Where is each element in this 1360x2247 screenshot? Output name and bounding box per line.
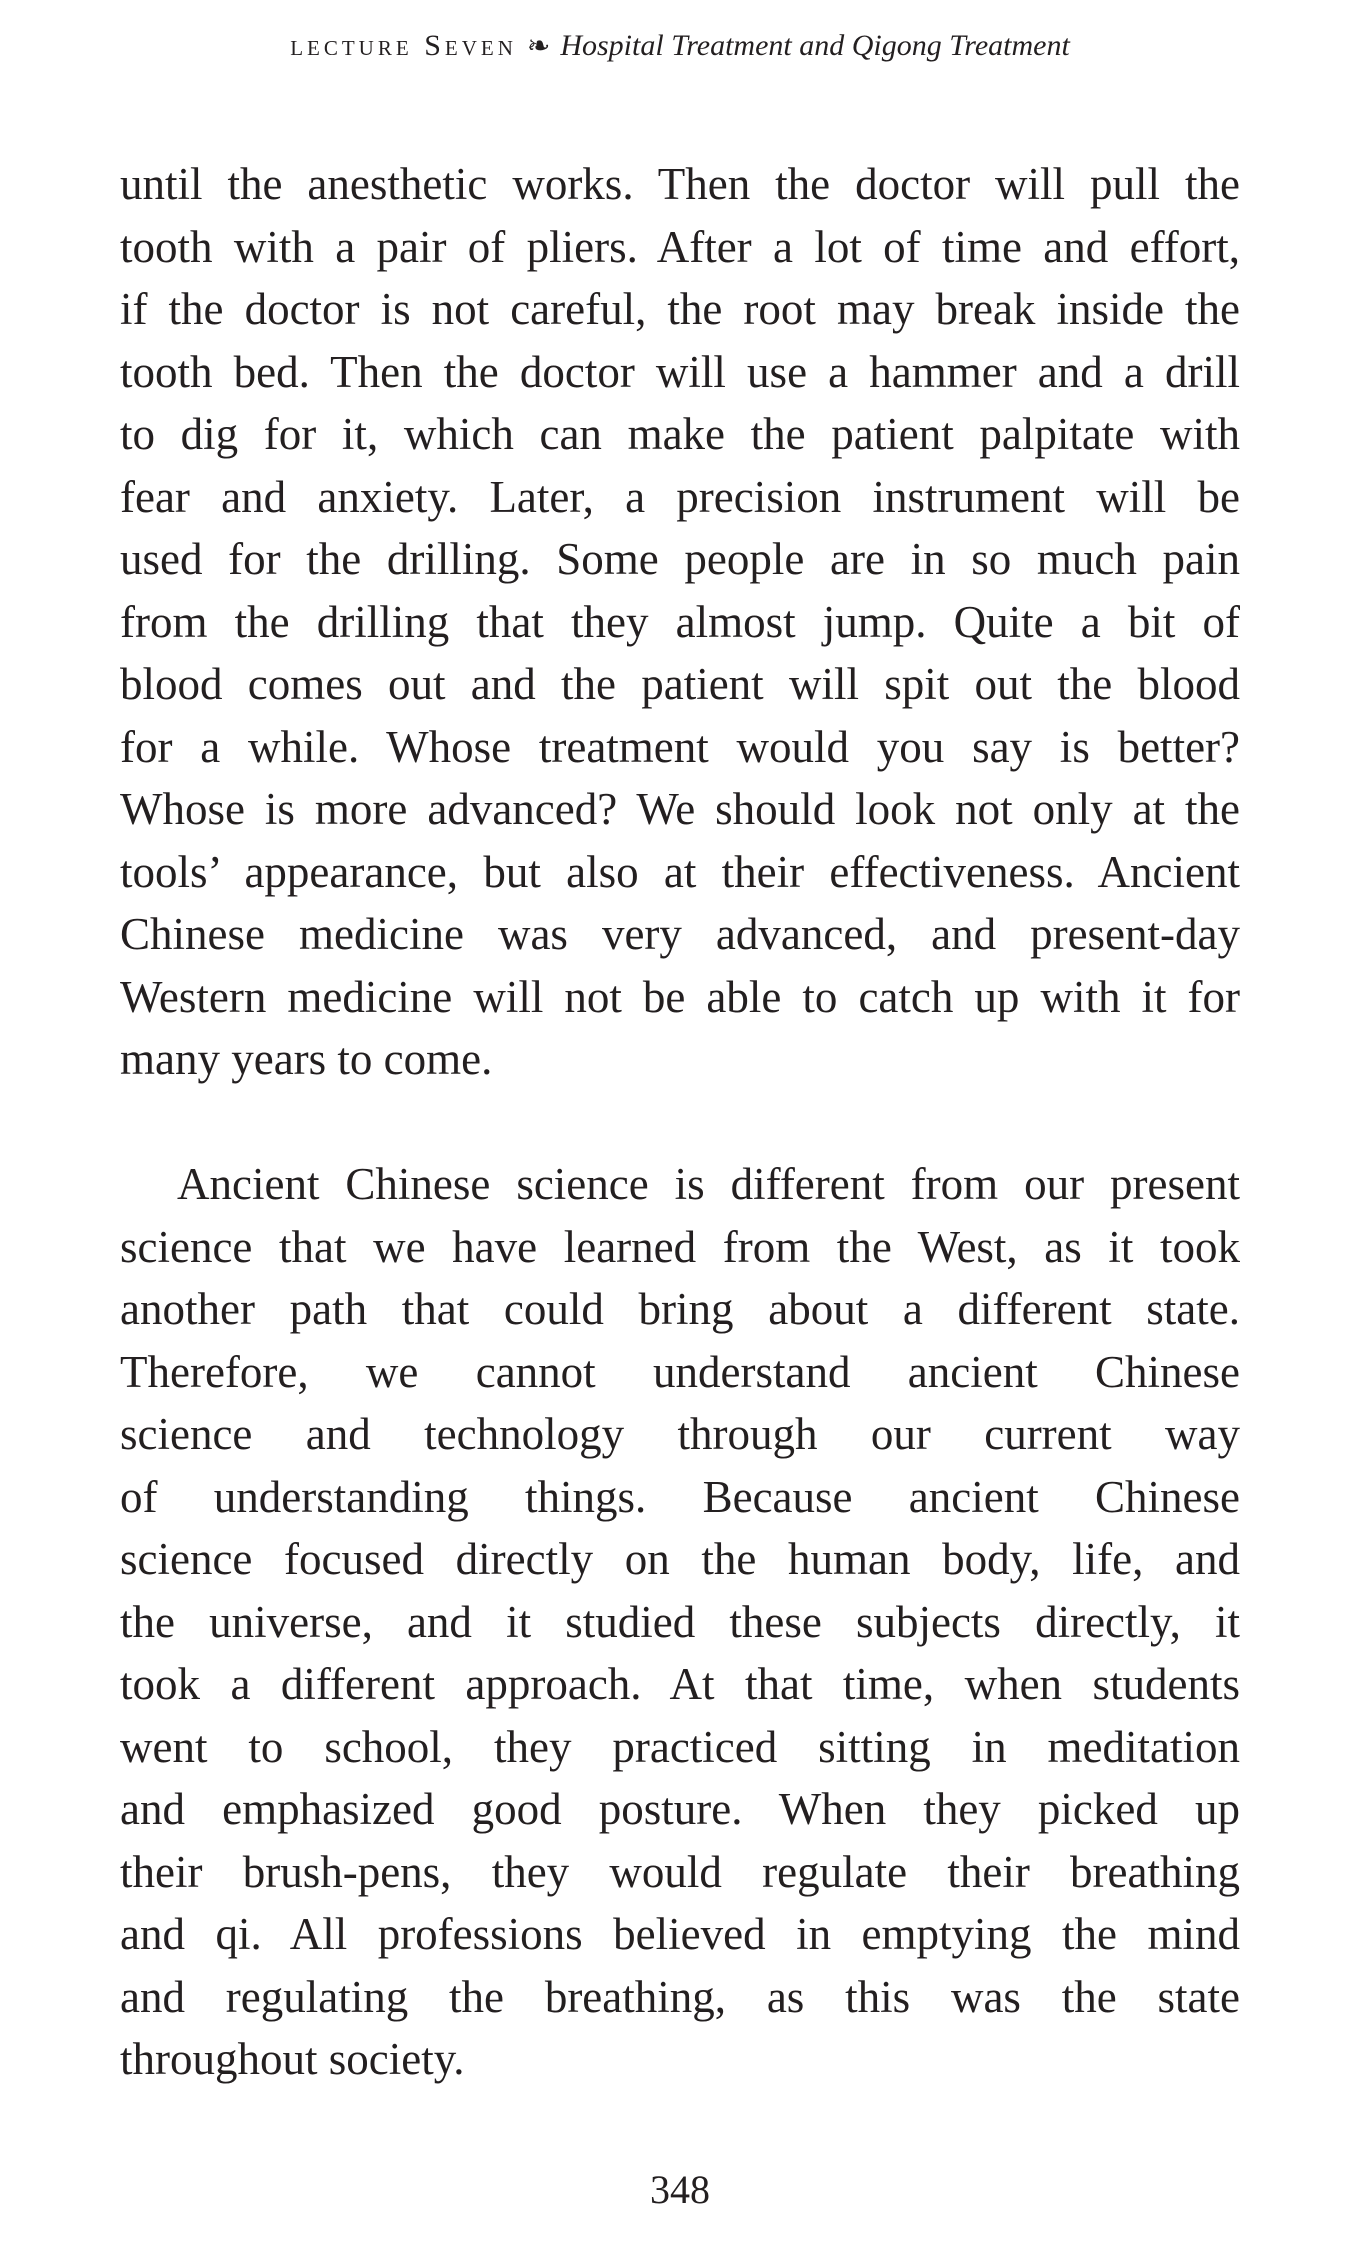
text-line: for a while. Whose treatment would you say is better? (120, 721, 1240, 772)
text-line: and emphasized good posture. When they picked up (120, 1784, 1240, 1834)
text-line: tools’ appearance, but also at their effectiveness. Ancient (120, 846, 1240, 897)
running-head-seven-initial: S (424, 29, 445, 62)
text-line: science that we have learned from the West, as it took (120, 1221, 1240, 1272)
running-head-lecture-word: lecture (290, 29, 413, 62)
text-line: if the doctor is not careful, the root may break inside the (120, 284, 1240, 334)
text-line: many years to come. (120, 1034, 493, 1084)
text-line: Ancient Chinese science is different from our present (177, 1159, 1240, 1209)
text-line: from the drilling that they almost jump. Quite a bit of (120, 596, 1240, 647)
text-line: Chinese medicine was very advanced, and present-day (120, 909, 1240, 959)
paragraph (120, 1153, 1240, 2091)
text-line: and qi. All professions believed in emptying the mind (120, 1909, 1240, 1959)
text-line: went to school, they practiced sitting in meditation (120, 1721, 1240, 1772)
hedera-fleuron-icon: ❧ (526, 29, 551, 62)
text-line: until the anesthetic works. Then the doctor will pull the (120, 159, 1240, 209)
body-text (120, 153, 1240, 2091)
text-line: of understanding things. Because ancient Chinese (120, 1471, 1240, 1522)
text-line: the universe, and it studied these subjects directly, it (120, 1596, 1240, 1647)
running-head (0, 26, 1360, 66)
text-line: their brush-pens, they would regulate their breathing (120, 1846, 1240, 1897)
running-head-chapter-title: Hospital Treatment and Qigong Treatment (560, 29, 1070, 62)
text-line: fear and anxiety. Later, a precision instrument will be (120, 471, 1240, 522)
text-line: took a different approach. At that time, when students (120, 1659, 1240, 1709)
text-line: used for the drilling. Some people are in so much pain (120, 534, 1240, 584)
text-line: science and technology through our current way (120, 1409, 1240, 1459)
text-line: tooth bed. Then the doctor will use a hammer and a drill (120, 346, 1240, 397)
text-line: Western medicine will not be able to catch up with it for (120, 971, 1240, 1022)
text-line: science focused directly on the human body, life, and (120, 1534, 1240, 1584)
text-line: another path that could bring about a different state. (120, 1284, 1240, 1334)
text-line: to dig for it, which can make the patient palpitate with (120, 409, 1240, 459)
page-number: 348 (650, 2167, 710, 2212)
paragraph (120, 153, 1240, 1091)
running-head-lecture (290, 29, 517, 62)
text-line: Therefore, we cannot understand ancient Chinese (120, 1346, 1240, 1397)
text-line: tooth with a pair of pliers. After a lot of time and effort, (120, 221, 1240, 272)
running-head-seven-rest: even (444, 29, 517, 62)
text-line: throughout society. (120, 2034, 465, 2084)
text-line: and regulating the breathing, as this was the state (120, 1971, 1240, 2022)
text-line: Whose is more advanced? We should look not only at the (120, 784, 1240, 834)
text-line: blood comes out and the patient will spit out the blood (120, 659, 1240, 709)
